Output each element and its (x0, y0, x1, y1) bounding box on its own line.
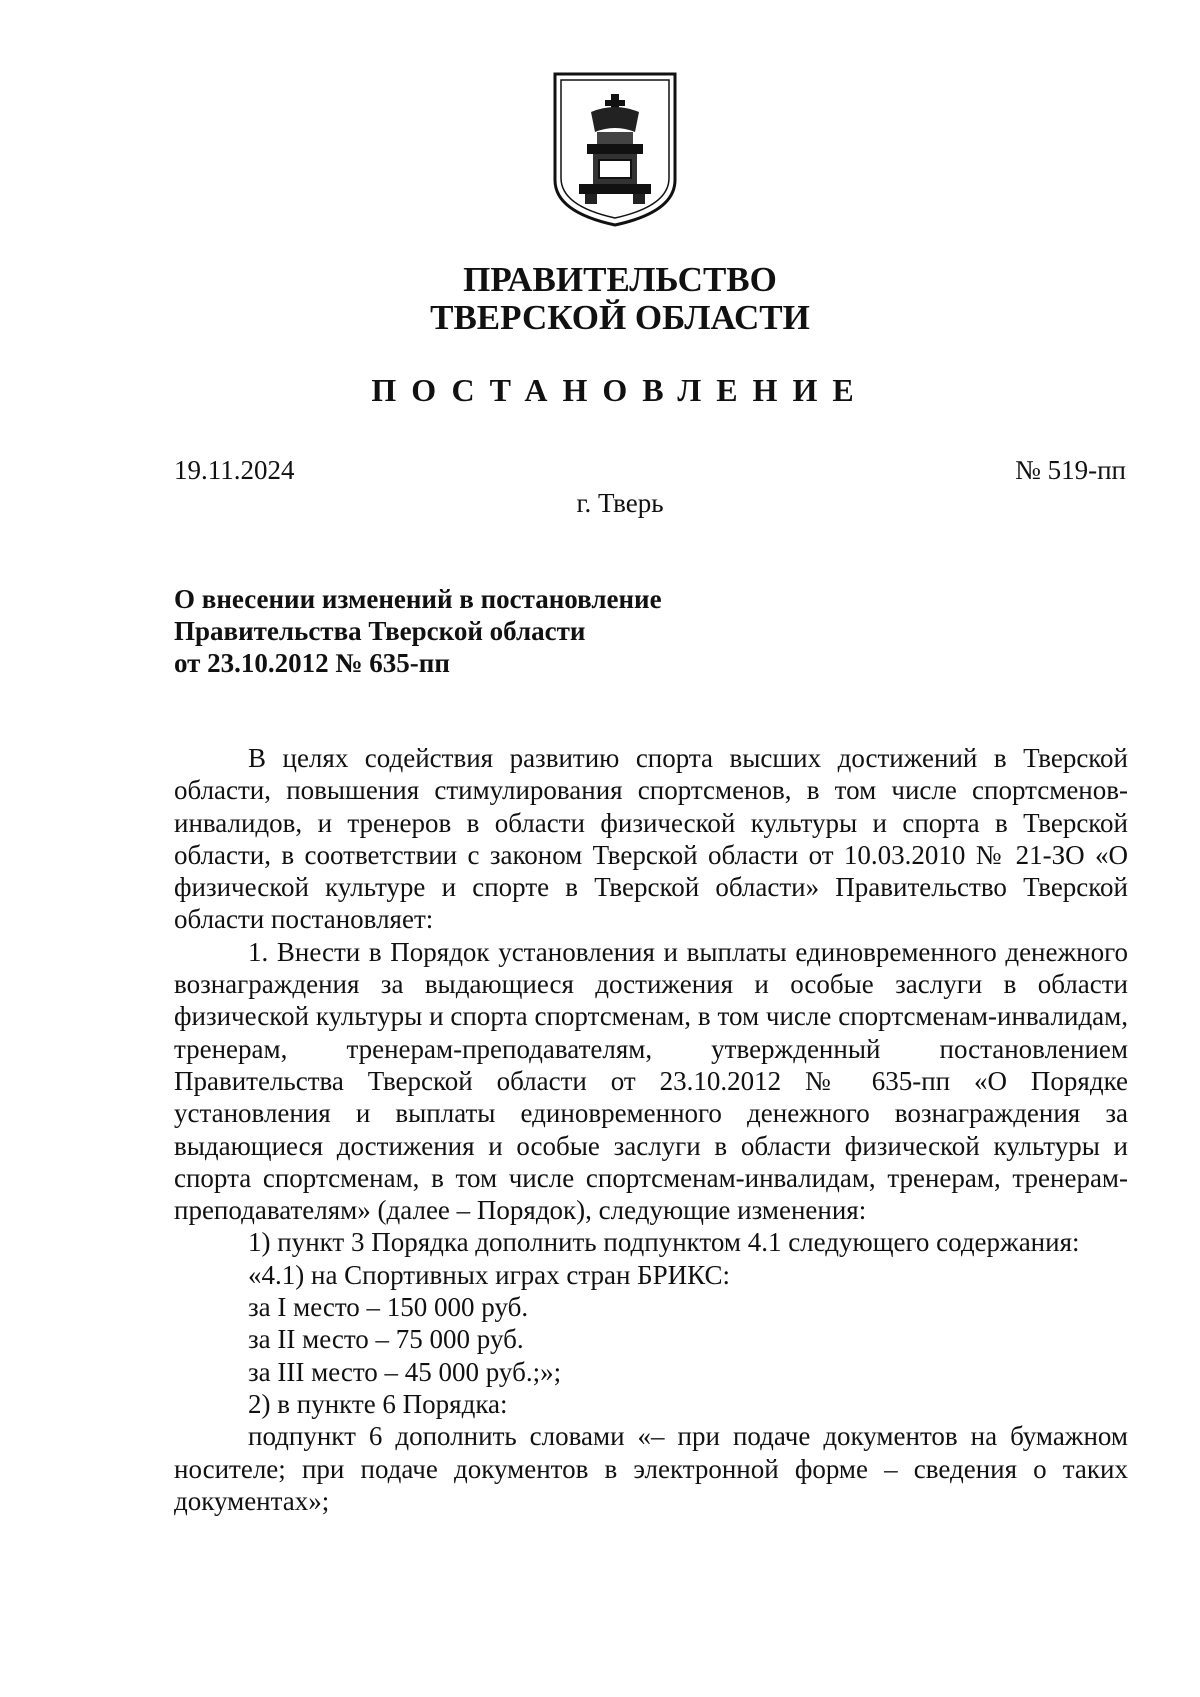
subitem-1-quote: «4.1) на Спортивных играх стран БРИКС: (248, 1259, 731, 1290)
document-date: 19.11.2024 (174, 455, 295, 485)
subject-line: О внесении изменений в постановление (174, 584, 662, 614)
tver-coat-of-arms-icon (553, 72, 677, 227)
award-third-place: за III место – 45 000 руб.;»; (248, 1356, 562, 1387)
org-name-line1: ПРАВИТЕЛЬСТВО (463, 260, 777, 299)
document-body (174, 742, 1128, 1517)
subject-line: от 23.10.2012 № 635-пп (174, 648, 450, 678)
subitem-2-text: подпункт 6 дополнить словами «– при подаче документов на бумажном носителе; при подаче документов в электронной форме – сведения о таких документах»; (174, 1421, 1128, 1516)
document-subject (174, 583, 662, 679)
award-first-place: за I место – 150 000 руб. (248, 1292, 529, 1323)
subitem-1: 1) пункт 3 Порядка дополнить подпунктом 4.1 следующего содержания: (248, 1227, 1080, 1258)
document-number: № 519-пп (1015, 455, 1126, 485)
subject-line: Правительства Тверской области (174, 616, 586, 646)
item-1-paragraph: 1. Внести в Порядок установления и выплаты единовременного денежного вознаграждения за выдающиеся достижения и особые заслуги в области физической культуры и спорта спортсменам, в том числе спортсменам-инвалидам, тренерам, тренерам-преподавателям, утвержденный постановлением Правительства Тверской области от 23.10.2012 № 635-пп «О Порядке установления и выплаты единовременного денежного вознаграждения за выдающиеся достижения и особые заслуги в области физической культуры и спорта спортсменам, в том числе спортсменам-инвалидам, тренерам, тренерам-преподавателям» (далее – Порядок), следующие изменения: (174, 936, 1128, 1226)
subitem-2: 2) в пункте 6 Порядка: (248, 1388, 508, 1419)
org-name-line2: ТВЕРСКОЙ ОБЛАСТИ (430, 298, 810, 337)
document-city: г. Тверь (576, 488, 664, 518)
preamble-paragraph: В целях содействия развитию спорта высших достижений в Тверской области, повышения стимулирования спортсменов, в том числе спортсменов-инвалидов, и тренеров в области физической культуры и спорта в Тверской области, в соответствии с законом Тверской области от 10.03.2010 № 21-ЗО «О физической культуре и спорте в Тверской области» Правительство Тверской области постановляет: (174, 743, 1128, 935)
award-second-place: за II место – 75 000 руб. (248, 1324, 524, 1355)
document-type: ПОСТАНОВЛЕНИЕ (371, 372, 869, 408)
